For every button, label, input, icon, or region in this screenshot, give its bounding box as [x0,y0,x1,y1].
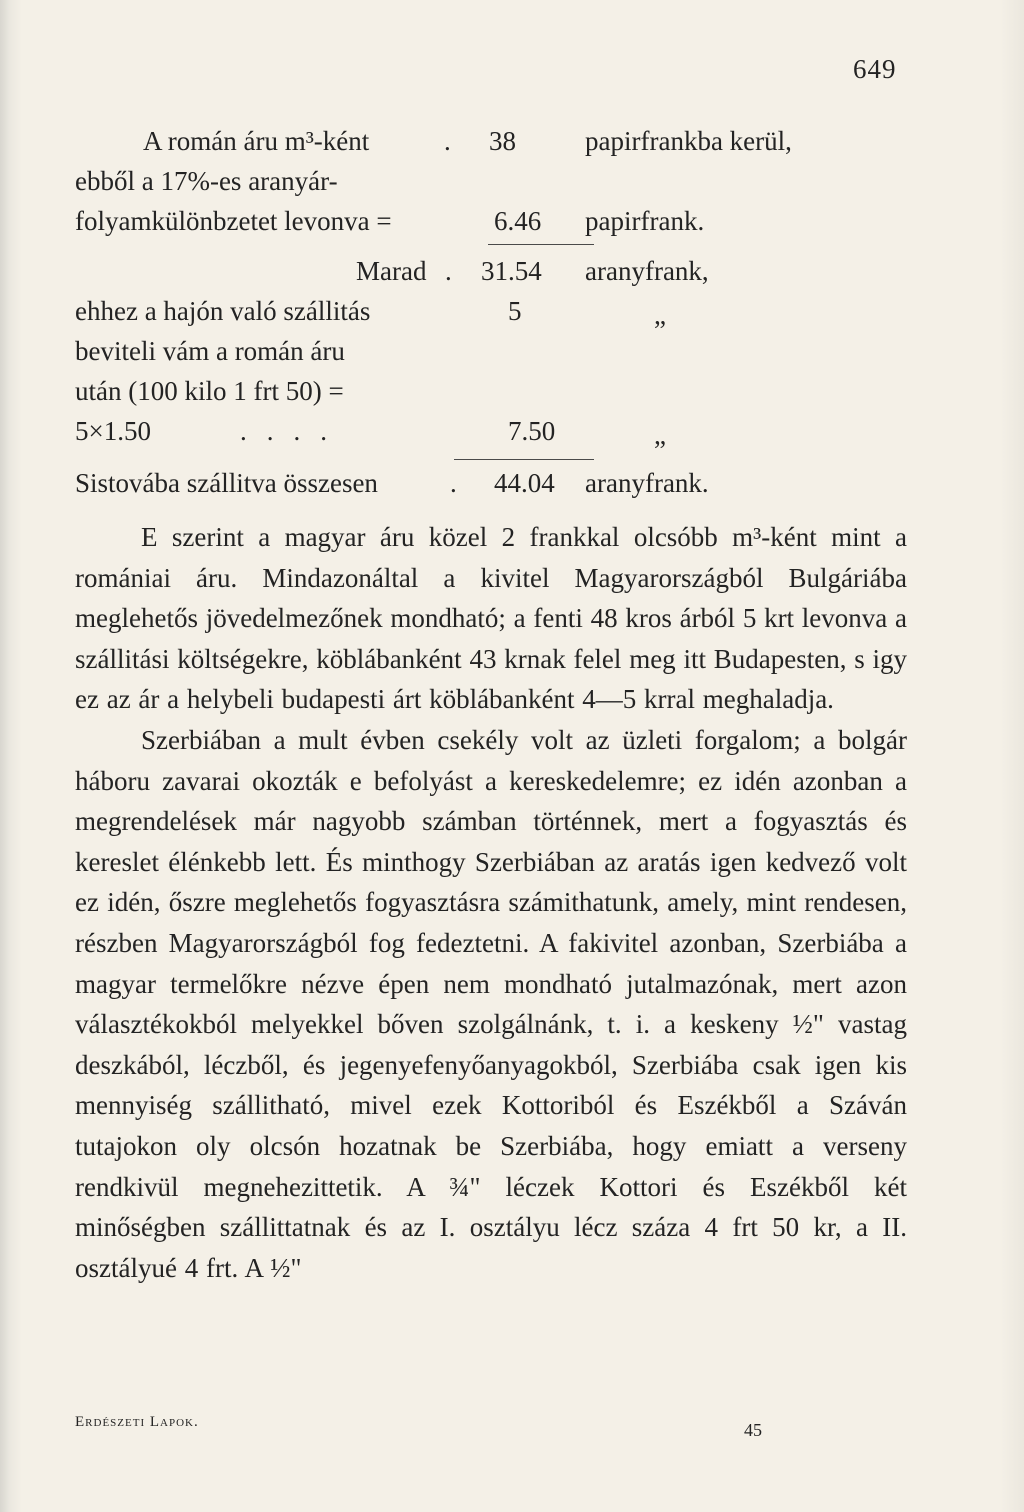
calc-line-3-unit: papirfrank. [585,206,705,236]
calc-line-4-dot: . [445,256,452,286]
sum-rule-2 [454,459,594,460]
calc-line-5-ditto: „ [654,300,666,330]
calc-line-3-value: 6.46 [494,206,542,236]
journal-title: Erdészeti Lapok. [75,1414,199,1430]
paragraph-price-comparison: E szerint a magyar áru közel 2 frankkal olcsóbb m³-ként mint a romániai áru. Mindazonáltal a kivitel Magyarországból Bulgáriába meglehetős jövedelmezőnek mondható; a fenti 48 kros árból 5 krt levonva a szállitási költségekre, köblábanként 43 krnak felel meg itt Budapesten, s igy ez az ár a helybeli budapesti árt köblábanként 4—5 krral meghaladja. [75,522,908,715]
calc-line-9-value: 44.04 [494,468,555,498]
calc-line-8-label: 5×1.50 [75,416,151,446]
calc-line-3-label: folyamkülönbzetet levonva = [75,206,392,236]
sum-rule-1 [488,244,594,245]
calc-line-2-label: ebből a 17%-es aranyár- [75,166,338,196]
calc-line-4-value: 31.54 [481,256,542,286]
calc-line-5-label: ehhez a hajón való szállitás [75,296,371,326]
calc-line-1-value: 38 [489,126,516,156]
calc-line-1-unit: papirfrankba kerül, [585,126,792,156]
paragraph-serbia-trade: Szerbiában a mult évben csekély volt az üzleti forgalom; a bolgár háboru zavarai okozták e befolyást a kereskedelemre; ez idén azonban a megrendelések már nagyobb számban történnek, mert a fogyasztás és kereslet élénkebb lett. És minthogy Szerbiában az aratás igen kedvező volt ez idén, őszre meglehetős fogyasztásra számithatunk, amely, mint rendesen, részben Magyarországból fog fedeztetni. A fakivitel azonban, Szerbiába a magyar termelőkre nézve épen nem mondható jutalmazónak, mert azon választékokból melyekkel bőven szolgálnánk, t. i. a keskeny ½" vastag deszkából, léczből, és jegenyefenyőanyagokból, Szerbiába csak igen kis mennyiség szállitható, mivel ezek Kottoriból és Eszékből a Száván tutajokon oly olcsón hozatnak be Szerbiába, hogy emiatt a verseny rendkivül megnehezittetik. A ¾" léczek Kottori és Eszékből két minőségben szállittatnak és az I. osztályu lécz száza 4 frt 50 kr, a II. osztályué 4 frt. A ½" [75,724,907,1283]
calc-line-9-unit: aranyfrank. [585,468,709,498]
calc-line-9-label: Sistovába szállitva összesen [75,468,378,498]
calc-line-9-dot: . [450,468,457,498]
calc-line-5-value: 5 [508,296,522,326]
calc-line-6-label: beviteli vám a román áru [75,336,345,366]
calc-line-1-dot: . [444,126,451,156]
calc-line-4-unit: aranyfrank, [585,256,709,286]
calc-line-7-label: után (100 kilo 1 frt 50) = [75,376,344,406]
calc-line-4-label: Marad [356,256,427,286]
signature-mark: 45 [744,1420,762,1440]
body-text [75,517,907,1288]
page-number: 649 [853,54,897,84]
calc-line-8-dots: .... [240,416,347,446]
calc-line-8-value: 7.50 [508,416,556,446]
calc-line-8-ditto: „ [654,420,666,450]
calc-line-1-label: A román áru m³-ként [143,126,370,156]
